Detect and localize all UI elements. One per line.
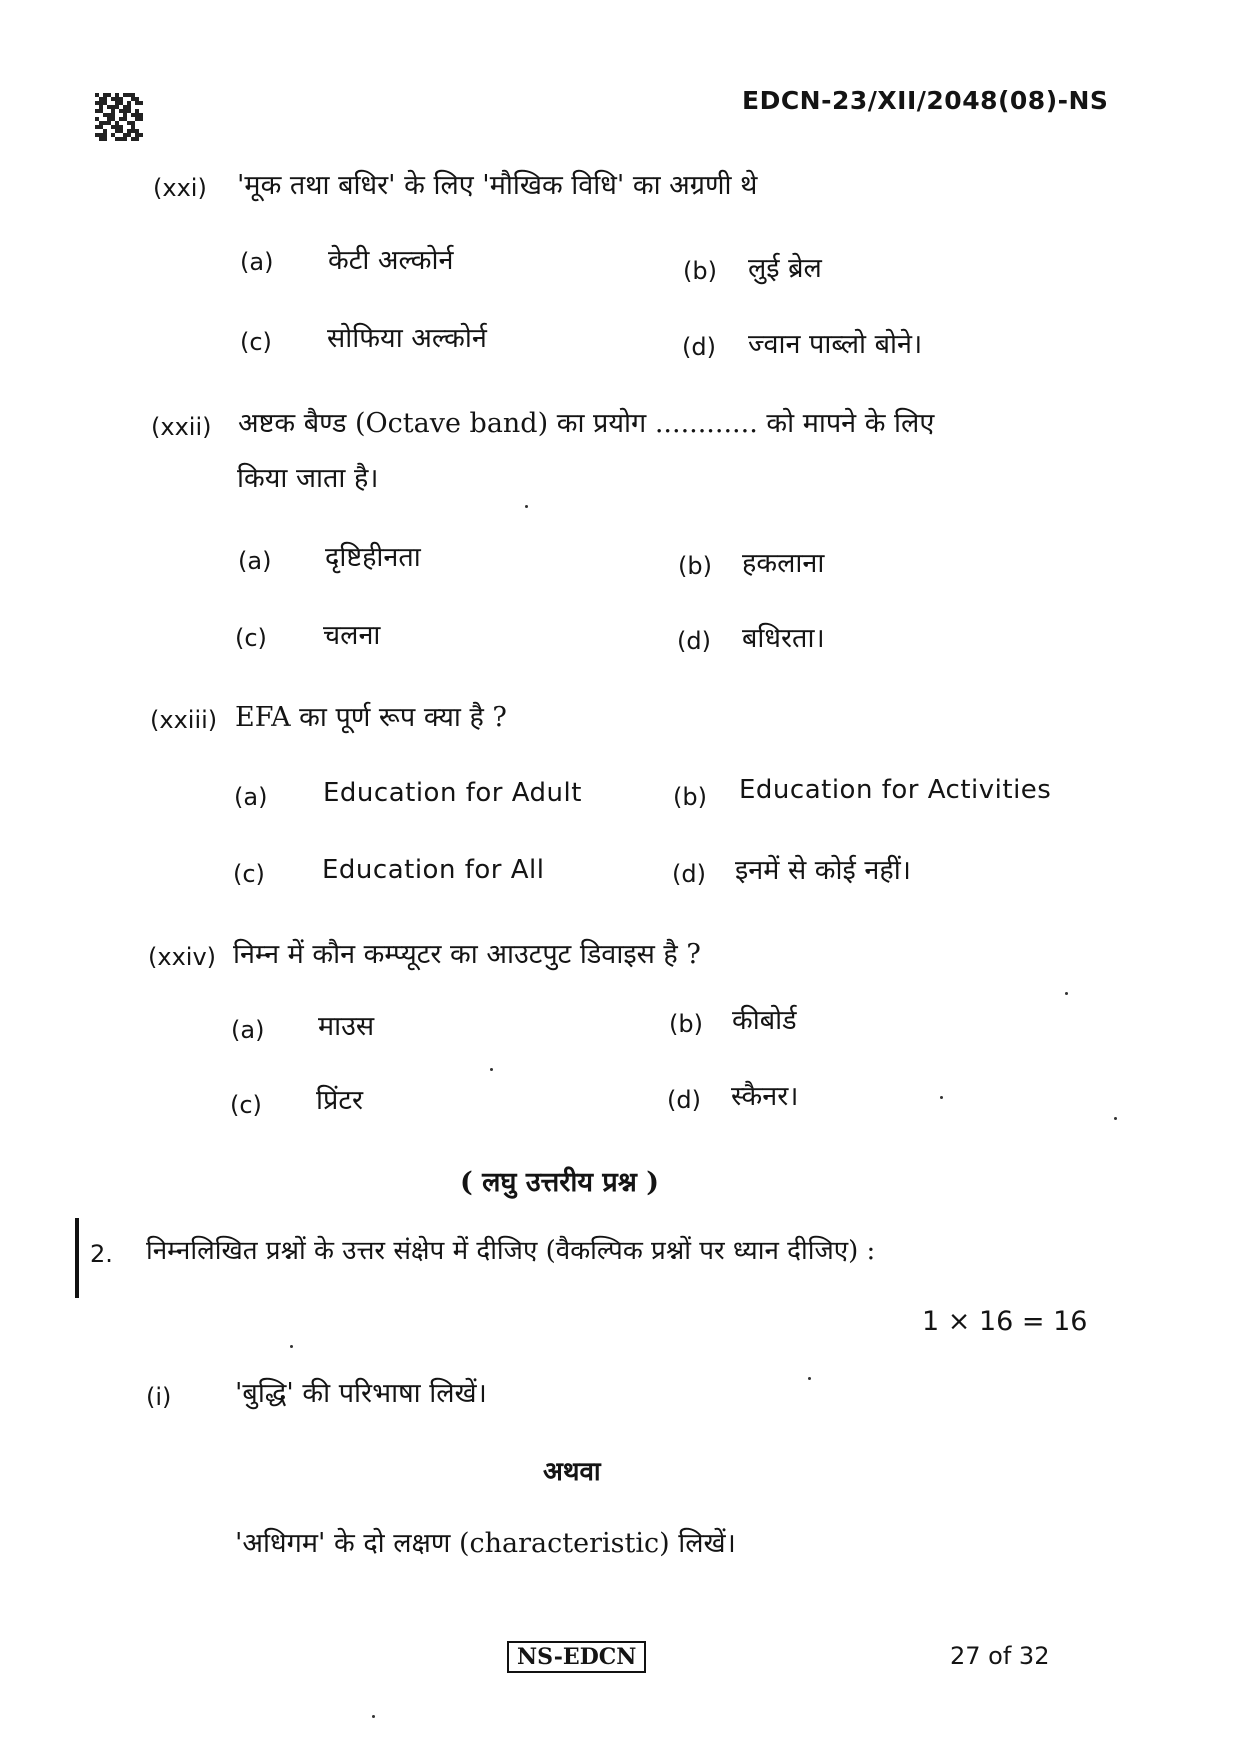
question-number: (xxi) bbox=[153, 174, 207, 202]
option-letter: (a) bbox=[240, 248, 274, 276]
scan-speck bbox=[940, 1096, 943, 1099]
qr-code-icon bbox=[95, 92, 143, 142]
margin-bar bbox=[75, 1218, 79, 1298]
option-text: Education for All bbox=[322, 855, 545, 885]
page-number: 27 of 32 bbox=[950, 1642, 1050, 1670]
option-text: चलना bbox=[323, 620, 381, 651]
subquestion-text: 'बुद्धि' की परिभाषा लिखें। bbox=[235, 1378, 487, 1409]
option-text: इनमें से कोई नहीं। bbox=[735, 855, 911, 886]
option-letter: (b) bbox=[678, 552, 712, 580]
option-letter: (c) bbox=[233, 860, 265, 888]
option-letter: (b) bbox=[669, 1010, 703, 1038]
paper-code: EDCN-23/XII/2048(08)-NS bbox=[742, 86, 1109, 115]
option-letter: (d) bbox=[667, 1086, 701, 1114]
scan-speck bbox=[290, 1345, 293, 1348]
question-number: (xxiv) bbox=[148, 943, 217, 971]
option-text: प्रिंटर bbox=[316, 1085, 364, 1116]
option-text: Education for Activities bbox=[739, 775, 1052, 805]
option-text: सोफिया अल्कोर्न bbox=[327, 323, 487, 354]
option-text: Education for Adult bbox=[323, 778, 582, 808]
question-number: 2. bbox=[90, 1240, 113, 1268]
option-text: दृष्टिहीनता bbox=[325, 542, 421, 573]
scan-speck bbox=[808, 1377, 811, 1380]
option-letter: (c) bbox=[230, 1091, 262, 1119]
subquestion-number: (i) bbox=[146, 1383, 172, 1411]
scan-speck bbox=[490, 1068, 493, 1071]
option-text: बधिरता। bbox=[742, 623, 825, 654]
question-number: (xxiii) bbox=[150, 706, 218, 734]
marks-allocation: 1 × 16 = 16 bbox=[922, 1306, 1088, 1337]
or-separator: अथवा bbox=[543, 1457, 601, 1487]
option-text: कीबोर्ड bbox=[732, 1005, 797, 1036]
option-letter: (c) bbox=[235, 624, 267, 652]
option-letter: (d) bbox=[682, 333, 716, 361]
subquestion-alternative-text: 'अधिगम' के दो लक्षण (characteristic) लिखें। bbox=[235, 1528, 736, 1559]
question-text: 'मूक तथा बधिर' के लिए 'मौखिक विधि' का अग्रणी थे bbox=[237, 170, 758, 201]
scan-speck bbox=[1114, 1117, 1117, 1120]
option-text: ज्वान पाब्लो बोने। bbox=[748, 329, 923, 360]
option-letter: (d) bbox=[677, 627, 711, 655]
scan-speck bbox=[525, 505, 528, 508]
option-letter: (d) bbox=[672, 860, 706, 888]
question-text: निम्नलिखित प्रश्नों के उत्तर संक्षेप में दीजिए (वैकल्पिक प्रश्नों पर ध्यान दीजिए) : bbox=[146, 1236, 876, 1266]
option-letter: (b) bbox=[673, 783, 707, 811]
question-text: EFA का पूर्ण रूप क्या है ? bbox=[235, 702, 507, 733]
scan-speck bbox=[1065, 992, 1068, 995]
footer-code: NS-EDCN bbox=[507, 1641, 646, 1673]
option-letter: (c) bbox=[240, 328, 272, 356]
question-text: अष्टक बैण्ड (Octave band) का प्रयोग ............ को मापने के लिए bbox=[238, 408, 935, 439]
scan-speck bbox=[372, 1715, 375, 1718]
option-letter: (b) bbox=[683, 257, 717, 285]
section-heading: ( लघु उत्तरीय प्रश्न ) bbox=[460, 1167, 660, 1198]
option-letter: (a) bbox=[238, 547, 272, 575]
question-text: निम्न में कौन कम्प्यूटर का आउटपुट डिवाइस है ? bbox=[233, 939, 701, 970]
question-text-continued: किया जाता है। bbox=[237, 463, 379, 494]
option-letter: (a) bbox=[234, 783, 268, 811]
option-text: माउस bbox=[318, 1011, 375, 1042]
option-text: हकलाना bbox=[742, 548, 825, 579]
option-text: स्कैनर। bbox=[731, 1081, 799, 1112]
option-text: लुई ब्रेल bbox=[748, 253, 822, 284]
option-letter: (a) bbox=[231, 1016, 265, 1044]
question-number: (xxii) bbox=[151, 413, 212, 441]
option-text: केटी अल्कोर्न bbox=[328, 245, 454, 276]
